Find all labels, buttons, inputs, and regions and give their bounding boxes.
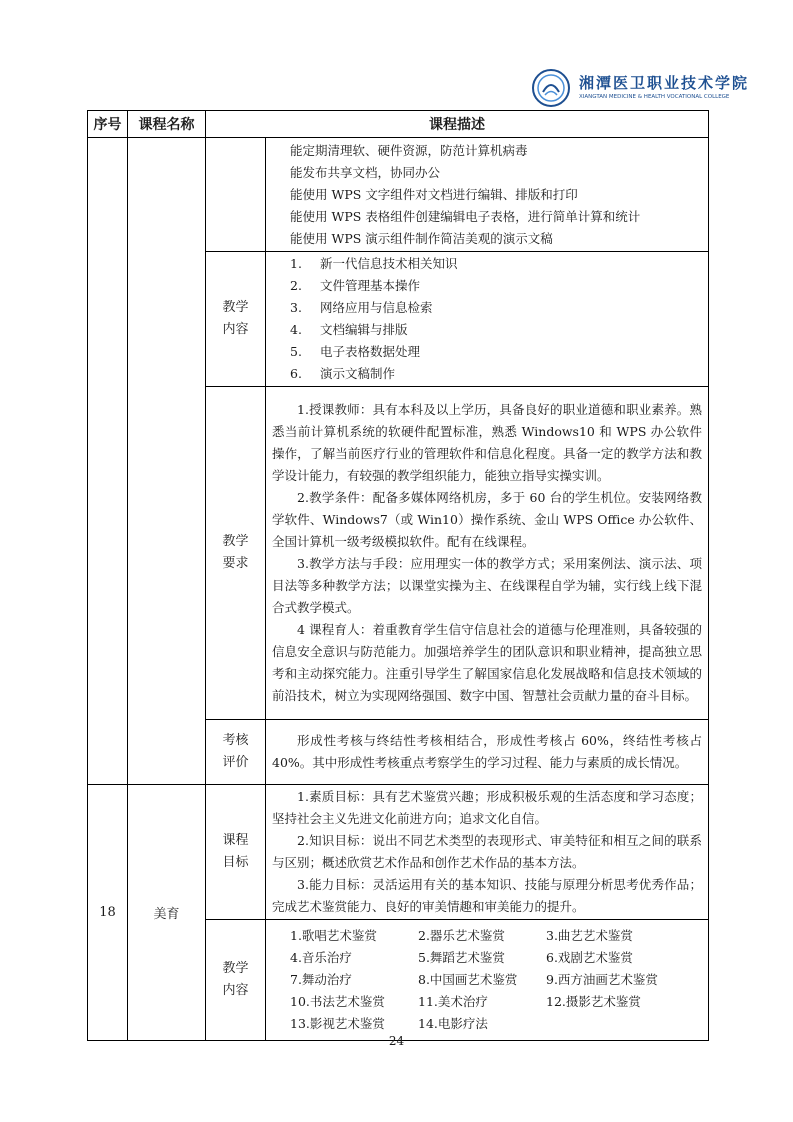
header-num: 序号 (88, 111, 128, 138)
row17-content-label: 教学内容 (206, 252, 266, 387)
row17-content (266, 252, 709, 387)
page-number: 24 (388, 1034, 405, 1048)
list-item: 11.美术治疗 (418, 994, 488, 1009)
row18-content (266, 920, 709, 1041)
goal-line: 能使用 WPS 演示组件制作简洁美观的演示文稿 (290, 230, 553, 246)
college-name-en: XIANGTAN MEDICINE & HEALTH VOCATIONAL COLLEGE (579, 94, 730, 100)
row17-eval-label: 考核评价 (206, 720, 266, 785)
goal-para: 3.能力目标：灵活运用有关的基本知识、技能与原理分析思考优秀作品；完成艺术鉴赏能力、良好的审美情趣和审美能力的提升。 (272, 877, 702, 914)
req-para: 1.授课教师：具有本科及以上学历，具备良好的职业道德和职业素养。熟悉当前计算机系统的软硬件配置标准，熟悉 Windows10 和 WPS 办公软件操作，了解当前医疗行业的管理软件和信息化程度。具备一定的教学方法和教学设计能力，有较强的教学组织能力，能独立指导实操实训。 (272, 402, 702, 483)
list-item: 3. 网络应用与信息检索 (290, 300, 433, 315)
row17-num (88, 138, 128, 785)
req-para: 4 课程育人：着重教育学生信守信息社会的道德与伦理准则，具备较强的信息安全意识与防范能力。加强培养学生的团队意识和职业精神，提高独立思考和主动探究能力。注重引导学生了解国家信息化发展战略和信息技术领域的前沿技术，树立为实现网络强国、数字中国、智慧社会贡献力量的奋斗目标。 (272, 622, 702, 703)
goal-para: 1.素质目标：具有艺术鉴赏兴趣；形成积极乐观的生活态度和学习态度；坚持社会主义先进文化前进方向；追求文化自信。 (272, 789, 702, 826)
list-item: 7.舞动治疗 (290, 972, 352, 987)
goal-line: 能定期清理软、硬件资源，防范计算机病毒 (290, 142, 528, 158)
list-item: 12.摄影艺术鉴赏 (546, 994, 641, 1009)
goal-para: 2.知识目标：说出不同艺术类型的表现形式、审美特征和相互之间的联系与区别；概述欣赏艺术作品和创作艺术作品的基本方法。 (272, 833, 702, 870)
header-name: 课程名称 (128, 111, 206, 138)
college-emblem-icon (531, 68, 571, 108)
list-item: 14.电影疗法 (418, 1016, 488, 1031)
req-para: 3.教学方法与手段：应用理实一体的教学方式；采用案例法、演示法、项目法等多种教学方法；以课堂实操为主、在线课程自学为辅，实行线上线下混合式教学模式。 (272, 556, 702, 615)
row18-num: 18 (88, 785, 128, 1041)
list-item: 2.器乐艺术鉴赏 (418, 928, 505, 943)
table-header-row (88, 111, 709, 138)
row17-evaluation (266, 720, 709, 785)
list-item: 3.曲艺艺术鉴赏 (546, 928, 633, 943)
goal-line: 能使用 WPS 文字组件对文档进行编辑、排版和打印 (290, 186, 578, 202)
content-grid (272, 925, 702, 1035)
table-row (88, 785, 709, 920)
list-item: 10.书法艺术鉴赏 (290, 994, 385, 1009)
course-table (87, 110, 709, 1041)
list-item: 1. 新一代信息技术相关知识 (290, 256, 458, 271)
row18-name: 美育 (128, 785, 206, 1041)
list-item: 4. 文档编辑与排版 (290, 322, 408, 337)
list-item: 4.音乐治疗 (290, 950, 352, 965)
list-item: 1.歌唱艺术鉴赏 (290, 928, 377, 943)
row17-goals (266, 138, 709, 252)
list-item: 9.西方油画艺术鉴赏 (546, 972, 658, 987)
row18-goals (266, 785, 709, 920)
row17-goal-label (206, 138, 266, 252)
list-item: 5.舞蹈艺术鉴赏 (418, 950, 505, 965)
list-item: 6.戏剧艺术鉴赏 (546, 950, 633, 965)
row18-goal-label: 课程目标 (206, 785, 266, 920)
row18-content-label: 教学内容 (206, 920, 266, 1041)
row17-requirements (266, 387, 709, 720)
list-item: 6. 演示文稿制作 (290, 366, 396, 381)
list-item: 13.影视艺术鉴赏 (290, 1016, 385, 1031)
list-item: 8.中国画艺术鉴赏 (418, 972, 518, 987)
goal-line: 能使用 WPS 表格组件创建编辑电子表格，进行简单计算和统计 (290, 208, 641, 224)
req-para: 2.教学条件：配备多媒体网络机房，多于 60 台的学生机位。安装网络教学软件、Windows7（或 Win10）操作系统、金山 WPS Office 办公软件、全国计算机一级考级模拟软件。配有在线课程。 (272, 490, 702, 549)
list-item: 5. 电子表格数据处理 (290, 344, 421, 359)
college-name: 湘潭医卫职业技术学院 (579, 74, 750, 92)
college-logo (531, 68, 750, 112)
table-row (88, 138, 709, 252)
goal-line: 能发布共享文档，协同办公 (290, 164, 441, 180)
row17-req-label: 教学要求 (206, 387, 266, 720)
header-desc: 课程描述 (206, 111, 709, 138)
row17-name (128, 138, 206, 785)
eval-text: 形成性考核与终结性考核相结合，形成性考核占 60%，终结性考核占 40%。其中形成性考核重点考察学生的学习过程、能力与素质的成长情况。 (272, 733, 702, 770)
list-item: 2. 文件管理基本操作 (290, 278, 421, 293)
